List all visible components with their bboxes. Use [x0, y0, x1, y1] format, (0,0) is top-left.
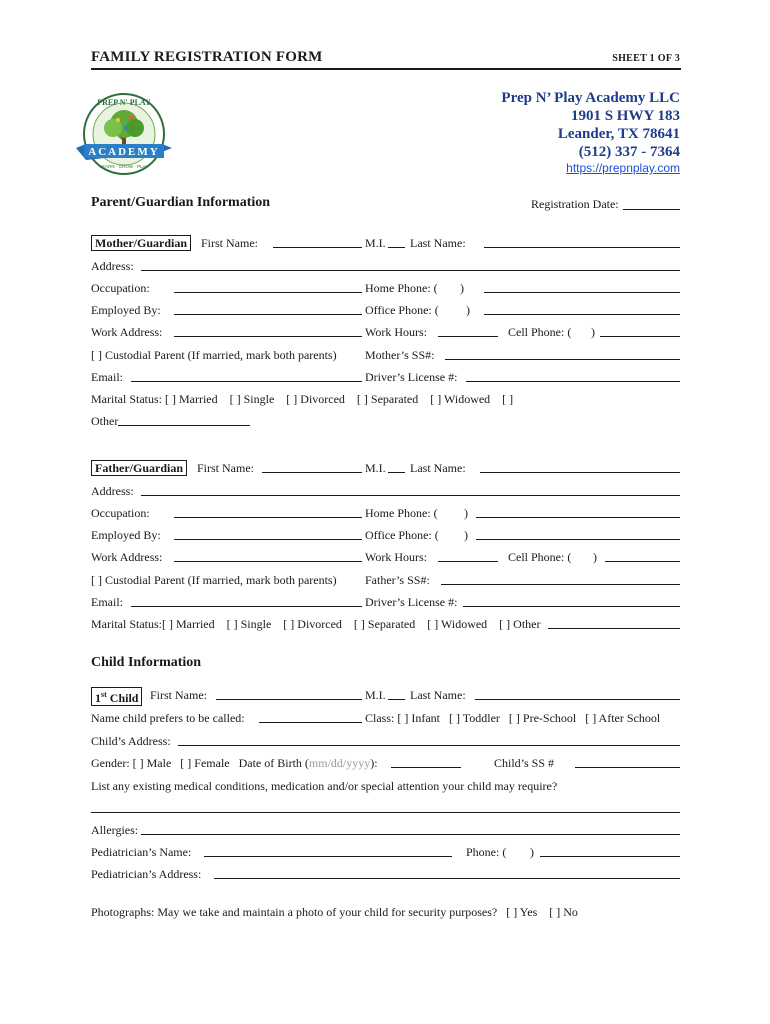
child-dob-close: ): — [370, 756, 378, 770]
photographs-consent[interactable]: Photographs: May we take and maintain a photo of your child for security purposes? [ ] Yes [ ] No — [91, 905, 578, 919]
mother-license-label: Driver’s License #: — [365, 370, 458, 384]
mother-email-field[interactable] — [131, 381, 362, 382]
pediatrician-phone-field[interactable] — [540, 856, 680, 857]
father-office-phone-label: Office Phone: ( — [365, 528, 439, 542]
pediatrician-phone-paren: ) — [530, 845, 534, 859]
child-address-label: Child’s Address: — [91, 734, 171, 748]
child-preferred-name-label: Name child prefers to be called: — [91, 711, 245, 725]
child-class-options[interactable]: Class: [ ] Infant [ ] Toddler [ ] Pre-School [ ] After School — [365, 711, 661, 725]
father-cell-phone-field[interactable] — [605, 561, 680, 562]
mother-marital-other-label: Other — [91, 414, 119, 428]
father-home-phone-paren: ) — [464, 506, 468, 520]
child-preferred-name-field[interactable] — [259, 722, 362, 723]
mother-office-phone-paren: ) — [466, 303, 470, 317]
child-dob-hint: mm/dd/yyyy — [308, 756, 371, 770]
mother-employed-by-field[interactable] — [174, 314, 362, 315]
mother-ss-label: Mother’s SS#: — [365, 348, 435, 362]
child-ss-label: Child’s SS # — [494, 756, 555, 770]
mother-work-address-label: Work Address: — [91, 325, 163, 339]
mother-office-phone-field[interactable] — [484, 314, 680, 315]
mother-cell-phone-paren: ) — [591, 325, 595, 339]
org-name: Prep N’ Play Academy LLC — [501, 90, 680, 106]
child-address-field[interactable] — [178, 745, 680, 746]
father-occupation-label: Occupation: — [91, 506, 150, 520]
mother-home-phone-paren: ) — [460, 281, 464, 295]
father-first-name-label: First Name: — [197, 461, 254, 475]
mother-custodial-checkbox[interactable]: [ ] Custodial Parent (If married, mark both parents) — [91, 348, 337, 362]
mother-license-field[interactable] — [466, 381, 680, 382]
father-office-phone-field[interactable] — [476, 539, 680, 540]
father-email-field[interactable] — [131, 606, 362, 607]
father-mi-label: M.I. — [365, 461, 386, 475]
child-section-heading: Child Information — [91, 655, 202, 670]
mother-work-hours-field[interactable] — [438, 336, 498, 337]
mother-work-address-field[interactable] — [174, 336, 362, 337]
org-address-line1: 1901 S HWY 183 — [570, 108, 680, 124]
father-last-name-field[interactable] — [480, 472, 680, 473]
child-medical-field[interactable] — [91, 812, 680, 813]
pediatrician-address-label: Pediatrician’s Address: — [91, 867, 202, 881]
father-work-address-field[interactable] — [174, 561, 362, 562]
mother-guardian-label: Mother/Guardian — [91, 235, 191, 251]
father-address-label: Address: — [91, 484, 134, 498]
mother-home-phone-label: Home Phone: ( — [365, 281, 438, 295]
father-marital-other-field[interactable] — [548, 628, 680, 629]
logo-caption: LEARN · GROW · PLAY — [99, 164, 149, 169]
form-title: FAMILY REGISTRATION FORM — [91, 49, 323, 65]
parent-section-heading: Parent/Guardian Information — [91, 195, 271, 210]
father-work-hours-field[interactable] — [438, 561, 498, 562]
father-cell-phone-label: Cell Phone: ( — [508, 550, 572, 564]
father-work-address-label: Work Address: — [91, 550, 163, 564]
father-guardian-label: Father/Guardian — [91, 460, 187, 476]
registration-date-label: Registration Date: — [531, 197, 619, 211]
father-occupation-field[interactable] — [174, 517, 362, 518]
first-child-label-word: Child — [109, 691, 139, 705]
mother-first-name-field[interactable] — [273, 247, 362, 248]
mother-last-name-label: Last Name: — [410, 236, 466, 250]
child-allergies-label: Allergies: — [91, 823, 139, 837]
child-first-name-field[interactable] — [216, 699, 362, 700]
father-ss-field[interactable] — [441, 584, 680, 585]
logo-arc-text: PREP N' PLAY — [97, 98, 151, 107]
father-office-phone-paren: ) — [464, 528, 468, 542]
mother-cell-phone-label: Cell Phone: ( — [508, 325, 572, 339]
father-employed-by-label: Employed By: — [91, 528, 161, 542]
mother-occupation-label: Occupation: — [91, 281, 150, 295]
father-mi-field[interactable] — [388, 472, 405, 473]
child-gender-dob[interactable] — [91, 756, 378, 771]
father-home-phone-label: Home Phone: ( — [365, 506, 438, 520]
child-gender-dob-label: Gender: [ ] Male [ ] Female Date of Birth ( — [91, 756, 309, 770]
mother-mi-field[interactable] — [388, 247, 405, 248]
org-phone: (512) 337 - 7364 — [578, 144, 680, 160]
header-rule — [91, 68, 681, 70]
academy-logo — [74, 88, 174, 184]
registration-date-field[interactable] — [623, 209, 680, 210]
first-child-label-num: 1 — [95, 691, 101, 705]
mother-office-phone-label: Office Phone: ( — [365, 303, 439, 317]
org-address-line2: Leander, TX 78641 — [557, 126, 680, 142]
father-home-phone-field[interactable] — [476, 517, 680, 518]
mother-ss-field[interactable] — [445, 359, 680, 360]
logo-banner-text: ACADEMY — [88, 146, 160, 158]
father-cell-phone-paren: ) — [593, 550, 597, 564]
father-employed-by-field[interactable] — [174, 539, 362, 540]
child-first-name-label: First Name: — [150, 688, 207, 702]
father-email-label: Email: — [91, 595, 123, 609]
father-address-field[interactable] — [141, 495, 680, 496]
first-child-label — [91, 687, 142, 706]
pediatrician-address-field[interactable] — [214, 878, 680, 879]
first-child-label-sup: st — [101, 690, 107, 699]
father-license-label: Driver’s License #: — [365, 595, 458, 609]
mother-mi-label: M.I. — [365, 236, 386, 250]
mother-cell-phone-field[interactable] — [600, 336, 680, 337]
mother-last-name-field[interactable] — [484, 247, 680, 248]
father-last-name-label: Last Name: — [410, 461, 466, 475]
mother-marital-status[interactable]: Marital Status: [ ] Married [ ] Single [ ] Divorced [ ] Separated [ ] Widowed [ ] — [91, 392, 514, 406]
pediatrician-name-field[interactable] — [204, 856, 452, 857]
child-ss-field[interactable] — [575, 767, 680, 768]
mother-occupation-field[interactable] — [174, 292, 362, 293]
mother-address-field[interactable] — [141, 270, 680, 271]
child-mi-field[interactable] — [388, 699, 405, 700]
mother-email-label: Email: — [91, 370, 123, 384]
mother-home-phone-field[interactable] — [484, 292, 680, 293]
mother-work-hours-label: Work Hours: — [365, 325, 428, 339]
father-custodial-checkbox[interactable]: [ ] Custodial Parent (If married, mark both parents) — [91, 573, 337, 587]
mother-address-label: Address: — [91, 259, 134, 273]
mother-first-name-label: First Name: — [201, 236, 258, 250]
father-license-field[interactable] — [463, 606, 680, 607]
father-work-hours-label: Work Hours: — [365, 550, 428, 564]
child-last-name-label: Last Name: — [410, 688, 466, 702]
org-website-link[interactable]: https://prepnplay.com — [566, 161, 680, 175]
father-first-name-field[interactable] — [262, 472, 362, 473]
sheet-indicator: SHEET 1 OF 3 — [612, 53, 680, 64]
pediatrician-phone-label: Phone: ( — [466, 845, 507, 859]
child-medical-label: List any existing medical conditions, medication and/or special attention your child may require? — [91, 779, 558, 793]
child-last-name-field[interactable] — [475, 699, 680, 700]
mother-employed-by-label: Employed By: — [91, 303, 161, 317]
father-ss-label: Father’s SS#: — [365, 573, 430, 587]
child-allergies-field[interactable] — [141, 834, 680, 835]
child-mi-label: M.I. — [365, 688, 386, 702]
mother-marital-other-field[interactable] — [118, 425, 250, 426]
pediatrician-name-label: Pediatrician’s Name: — [91, 845, 192, 859]
child-dob-field[interactable] — [391, 767, 461, 768]
father-marital-status[interactable]: Marital Status:[ ] Married [ ] Single [ ] Divorced [ ] Separated [ ] Widowed [ ] Other — [91, 617, 541, 631]
